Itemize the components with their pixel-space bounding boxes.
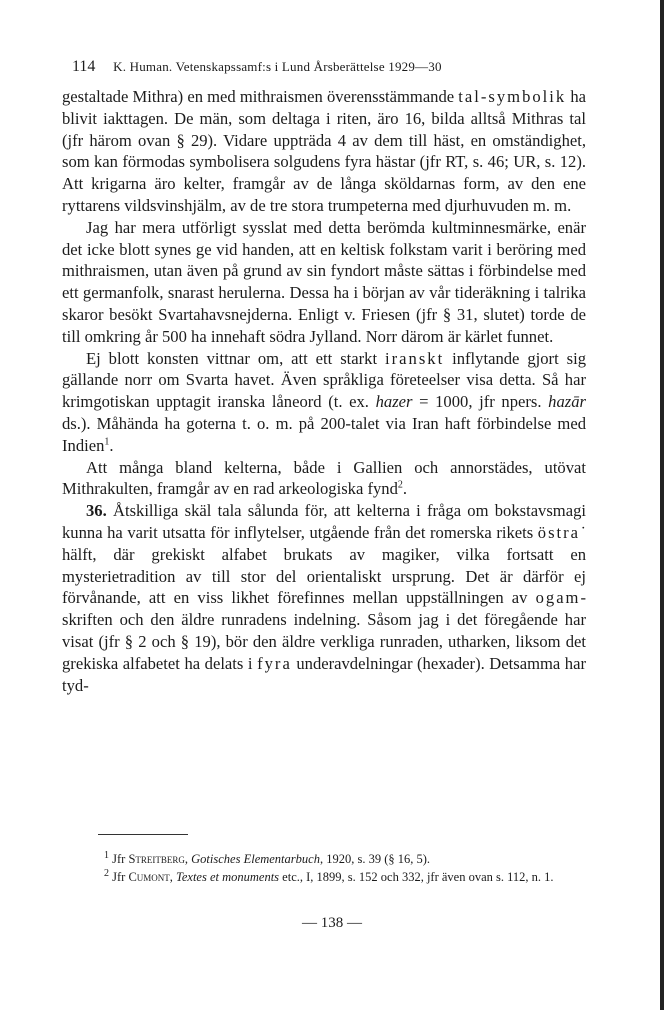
body-text [62, 86, 586, 696]
section-36: 36. Åtskilliga skäl tala sålunda för, att kelterna i fråga om bokstavsmagi kunna ha varit utsatta för inflytelser, utgående från det romerska rikets östra˙ hälft, där grekiskt alfabet brukats av magiker, vilka fortsatt en mysterietradition av till stor del orientaliskt ursprung. Det är därför ej förvånande, att en viss likhet förefinnes mellan uppställningen av ogam-skriften och den äldre runradens indelning. Såsom jag i det föregående har visat (jfr § 2 och § 19), bör den äldre verkliga runraden, utharken, liksom det grekiska alfabetet ha delats i fyra underavdelningar (hexader). Detsamma har tyd- [62, 501, 586, 695]
footnote-divider [98, 834, 188, 835]
footnote-2: $^2$ Jfr Cumont, Textes et monuments etc., I, 1899, s. 152 och 332, jfr även ovan s. 112, n. 1. [104, 867, 554, 884]
paragraph-1: gestaltade Mithra) en med mithraismen överensstämmande tal-symbolik ha blivit iakttagen. De män, som deltaga i riten, äro 16, bilda alltså Mithras tal (jfr härom ovan § 29). Vidare uppträda 4 av dem till häst, en omständighet, som kan förmodas symbolisera solgudens fyra hästar (jfr RT, s. 46; UR, s. 12). Att krigarna äro kelter, framgår av de långa sköldarnas form, av den ene ryttarens vildsvinshjälm, av de tre stora trumpeterna med djurhuvuden m. m. [62, 87, 587, 215]
paragraph-3: Ej blott konsten vittnar om, att ett starkt iranskt inflytande gjort sig gällande norr om Svarta havet. Även språkliga företeelser visa detta. Så har krimgotiskan upptagit iranska låneord (t. ex. hazer = 1000, jfr npers. hazār ds.). Måhända ha goterna t. o. m. på 200-talet via Iran haft förbindelse med Indien$^1$. [62, 348, 586, 455]
footnote-ref-2: 2 [397, 479, 403, 491]
footnote-1: $^1$ Jfr Streitberg, Gotisches Elementarbuch, 1920, s. 39 (§ 16, 5). [104, 849, 431, 866]
paragraph-2: Jag har mera utförligt sysslat med detta berömda kultminnesmärke, enär det icke blott synes ge vid handen, att en keltisk folkstam varit i beröring med mithraismen, utan även på grund av sin fyndort måste sättas i förbindelse med ett germanfolk, snarast herulerna. Dessa ha i början av vår tideräkning i talrika skaror besökt Svartahavsnejderna. Enligt v. Friesen (jfr § 31, slutet) torde de till omkring år 500 ha innehaft södra Jylland. Norr därom är kärlet funnet. [62, 217, 586, 346]
scan-edge [660, 0, 664, 1010]
paragraph-4: Att många bland kelterna, både i Gallien och annorstädes, utövat Mithrakulten, framgår av en rad arkeologiska fynd$^2$. [62, 457, 586, 499]
footnote-ref-1: 1 [104, 436, 110, 448]
page-number: 114 [72, 58, 96, 75]
footnotes [62, 850, 586, 886]
running-header [72, 58, 592, 76]
page-footer-number: — 138 — [302, 915, 362, 931]
running-title: K. Human. Vetenskapssamf:s i Lund Årsberättelse 1929—30 [113, 59, 442, 74]
section-number: 36. [86, 501, 107, 521]
